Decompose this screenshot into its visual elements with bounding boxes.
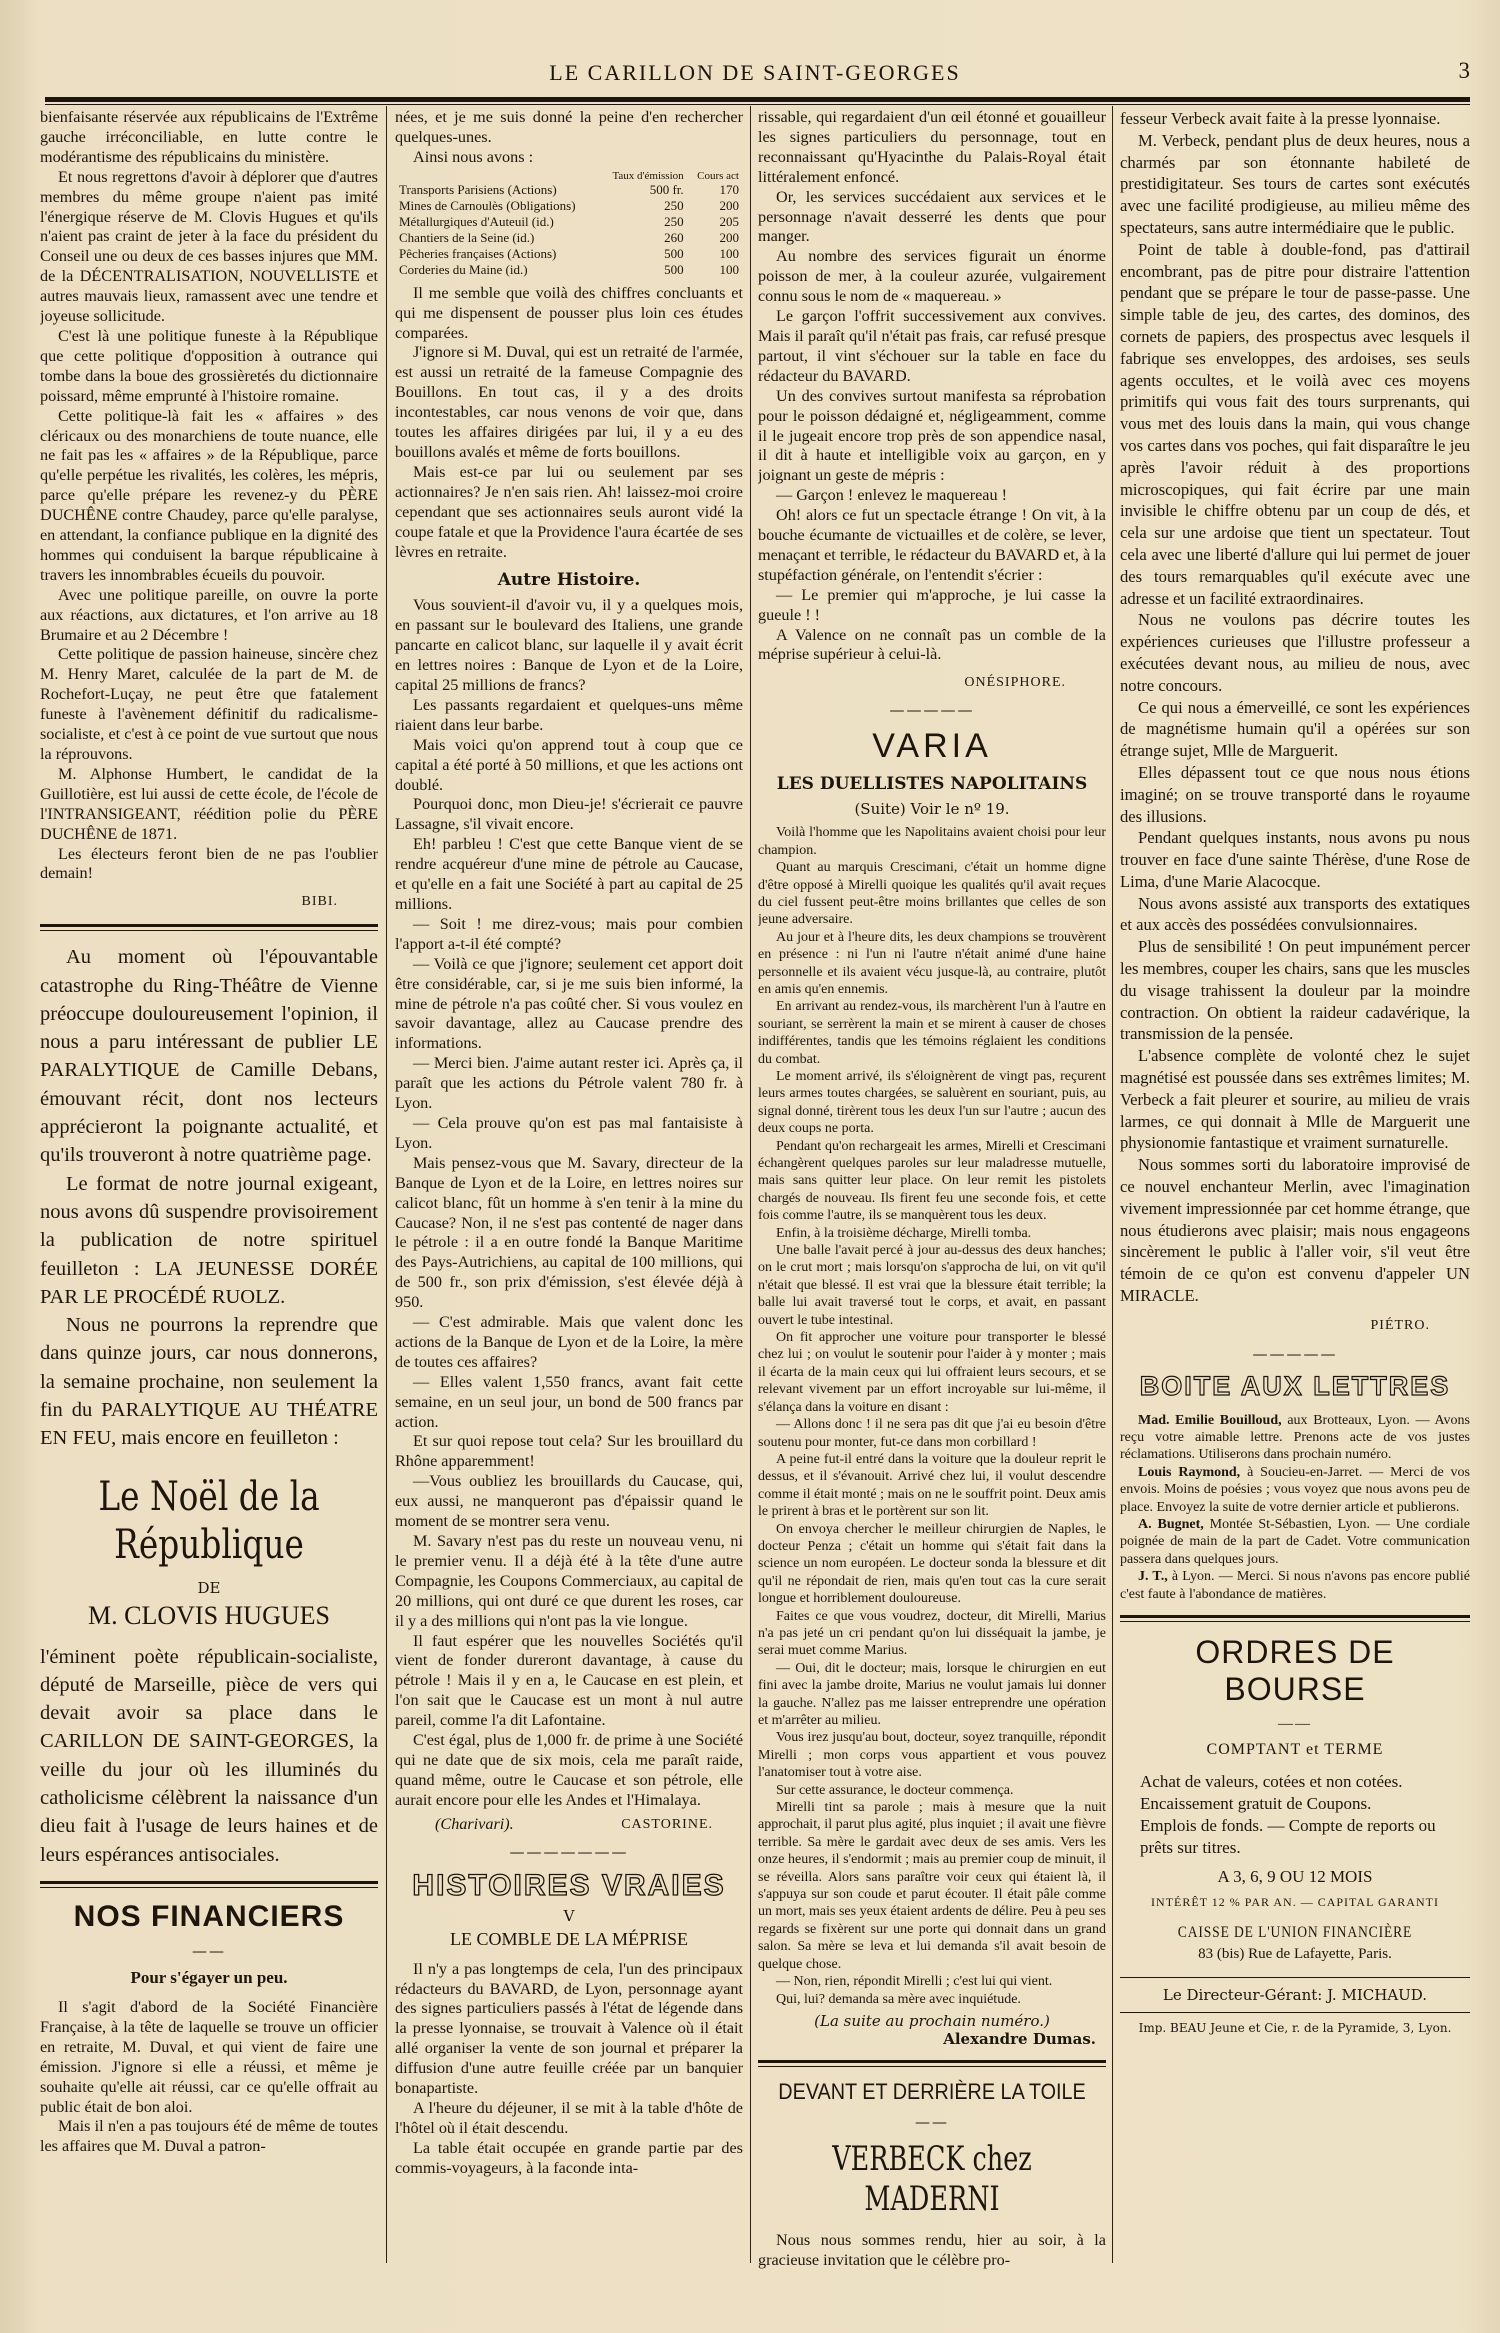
- paragraph: Vous souvient-il d'avoir vu, il y a quelques mois, en passant sur le boulevard des Italiens, une grande pancarte en calicot blanc, sur laquelle il y avait écrit en lettres noires : Banque de Lyon et de la Loire, capital 25 millions de francs?: [395, 596, 743, 695]
- paragraph: Les électeurs feront bien de ne pas l'oublier demain!: [40, 844, 378, 883]
- letters-list: [1120, 1412, 1470, 1603]
- issue-price: 500: [664, 261, 684, 277]
- paragraph: Mais il n'en a pas toujours été de même de toutes les affaires que M. Duval a patron-: [40, 2117, 378, 2156]
- paragraph: rissable, qui regardaient d'un œil étonné et gouailleur les signes particuliers du personnage, tout en reconnaissant qu'Hyacinthe du Palais-Royal était littéralement enfoncé.: [758, 108, 1106, 186]
- share-name: Métallurgiques d'Auteuil (id.): [399, 213, 554, 229]
- noel-title: Le Noël de la République: [98, 1473, 320, 1568]
- share-name: Chantiers de la Seine (id.): [399, 229, 535, 245]
- bourse-title: ORDRES DE BOURSE: [1195, 1634, 1395, 1708]
- current-price: 170: [719, 181, 739, 197]
- paragraph: En arrivant au rendez-vous, ils marchèrent l'un à l'autre en souriant, se serrèrent la main et se mirent à causer de choses indifférentes, tandis que les témoins réglaient les conditions du combat.: [758, 999, 1106, 1067]
- autre-histoire-article: [395, 596, 743, 1834]
- paragraph: Mais est-ce par lui ou seulement par ses actionnaires? Je n'en sais rien. Ah! laissez-moi croire cependant que ses actionnaires seuls auront vidé la coupe fatale et que la Providence l'aura écartée de ses lèvres en retraite.: [395, 462, 743, 561]
- paragraph: — Merci bien. J'aime autant rester ici. Après ça, il paraît que les actions du Pétrole valent 780 fr. à Lyon.: [395, 1054, 743, 1113]
- letter-text: à Soucieu-en-Jarret. — Merci de vos envois. Moins de poésies ; vous voyez que nous avons peu de place. Envoyez la suite de votre dernier article et publierons.: [1120, 1464, 1470, 1515]
- column-3: [758, 108, 1106, 2271]
- table-row: [395, 182, 743, 198]
- section-divider: [1120, 1615, 1470, 1622]
- issue-price: 500 fr.: [649, 181, 684, 197]
- ornament: —————: [1252, 1344, 1338, 1363]
- author: Alexandre Dumas.: [943, 2029, 1096, 2048]
- letter-item: [1120, 1464, 1470, 1516]
- current-price: 100: [719, 261, 739, 277]
- share-name: Mines de Carnoulès (Obligations): [399, 197, 576, 213]
- header-rule-thin: [45, 104, 1470, 105]
- paragraph: Un des convives surtout manifesta sa réprobation pour le poisson dédaigné et, négligeamment, comme il le jugeait encore trop près de son appendice nasal, il dit à haute et intelligible voix au garçon, en y joignant un geste de mépris :: [758, 386, 1106, 485]
- verbeck-continued: [1120, 108, 1470, 1337]
- paragraph: Pendant qu'on rechargeait les armes, Mirelli et Crescimani échangèrent quelques paroles sur leur maladresse mutuelle, mais sans quitter leur place. On leur remit les pistolets chargés de nouveau. Ils firent feu une seconde fois, et cette fois comme l'autre, ils se manquèrent tous les deux.: [758, 1138, 1106, 1224]
- column-separator: [1112, 106, 1113, 2263]
- section-divider: [40, 1881, 378, 1888]
- paragraph: Eh! parbleu ! C'est que cette Banque vient de se rendre acquéreur d'une mine de pétrole au Caucase, et qu'elle en a fait une Société à part au capital de 25 millions.: [395, 835, 743, 913]
- issue-price: 260: [664, 229, 684, 245]
- paragraph: — Elles valent 1,550 francs, avant fait cette semaine, en un seul jour, un bond de 500 francs par action.: [395, 1372, 743, 1431]
- section-divider: [758, 2060, 1106, 2067]
- paragraph: Cette politique de passion haineuse, sincère chez M. Henry Maret, calculée de la part de M. de Rochefort-Luçay, ne peut être que fatalement funeste à l'avènement définitif du radicalisme-socialiste, et c'est à ce point de vue surtout que nous la réprouvons.: [40, 645, 378, 763]
- letter-item: [1120, 1516, 1470, 1568]
- histoires-vraies-continued: [758, 108, 1106, 693]
- ornament: ——: [915, 2112, 949, 2131]
- noel-description: [40, 1643, 378, 1869]
- paragraph: Le moment arrivé, ils s'éloignèrent de vingt pas, reçurent leurs armes toutes chargées, se saluèrent en souriant, puis, au signal donné, tirèrent tous les deux l'un sur l'autre ; aucun des deux coups ne porta.: [758, 1068, 1106, 1137]
- share-name: Pêcheries françaises (Actions): [399, 245, 557, 261]
- column-header: Cours act: [697, 169, 739, 182]
- paragraph: Nous ne pourrons la reprendre que dans quinze jours, car nous donnerons, la semaine prochaine, non seulement la fin du PARALYTIQUE AU THÉATRE EN FEU, mais encore en feuilleton :: [40, 1314, 378, 1450]
- paragraph: Et nous regrettons d'avoir à déplorer que d'autres membres du même groupe n'aient pas imité l'énergique réserve de M. Clovis Hugues et qu'ils n'aient pas craint de jeter à la face du président du Conseil une ou deux de ces basses injures que MM. de la DÉCENTRALISATION, NOUVELLISTE et autres mauvais lieux, ramassent avec une tendre et joyeuse sollicitude.: [40, 167, 378, 326]
- paragraph: Nous sommes sorti du laboratoire improvisé de ce nouvel enchanteur Merlin, avec l'imagination vivement impressionnée par cet homme étrange, que nous étudierons avec plaisir; mais nous engageons sincèrement le public à l'aller voir, s'il veut être témoin de ce qu'on est convenu d'appeler UN MIRACLE.: [1120, 1155, 1470, 1306]
- signature: BIBI.: [301, 894, 338, 910]
- paragraph: — Soit ! me direz-vous; mais pour combien l'apport a-t-il été compté?: [395, 914, 743, 953]
- paragraph: Enfin, à la troisième décharge, Mirelli tomba.: [776, 1225, 1032, 1241]
- paragraph: Et sur quoi repose tout cela? Sur les brouillard du Rhône apparemment!: [395, 1432, 743, 1471]
- paragraph: Vous irez jusqu'au bout, docteur, soyez tranquille, répondit Mirelli ; mon corps vous appartient et vous pouvez l'anatomiser tout à votre aise.: [758, 1730, 1106, 1781]
- shares-table: [395, 170, 743, 278]
- noel-de: DE: [197, 1578, 221, 1597]
- varia-title: VARIA: [872, 727, 992, 766]
- paragraph: J'ignore si M. Duval, qui est un retraité de l'armée, est aussi un retraité de la fameuse Compagnie des Bouillons. En tout cas, il y a des droits incontestables, car nous venons de voir que, dans toutes les affaires dirigées par lui, il y a eu des bouillons avalés et même de forts bouillons.: [395, 343, 743, 461]
- share-name: Transports Parisiens (Actions): [399, 181, 557, 197]
- issue-price: 250: [664, 197, 684, 213]
- publisher-notice: [40, 943, 378, 1452]
- duellistes-title: LES DUELLISTES NAPOLITAINS: [776, 774, 1088, 795]
- paragraph: Or, les services succédaient aux services et le personnage n'avait desserré les dents que pour manger.: [758, 187, 1106, 246]
- letter-recipient: Mad. Emilie Bouilloud,: [1138, 1412, 1282, 1428]
- current-price: 205: [719, 213, 739, 229]
- current-price: 100: [719, 245, 739, 261]
- paragraph: — C'est admirable. Mais que valent donc les actions de la Banque de Lyon et de la Loire, la mère de toutes ces affaires?: [395, 1313, 743, 1371]
- bourse-line: Achat de valeurs, cotées et non cotées.: [1140, 1772, 1403, 1792]
- paragraph: M. Verbeck, pendant plus de deux heures, nous a charmés par son étonnante habileté de prestidigitateur. Ses tours de cartes sont exécutés avec une facilité prodigieuse, au milieu même des spectateurs, sans autre intermédiaire que le public.: [1120, 130, 1470, 237]
- caisse-address: 83 (bis) Rue de Lafayette, Paris.: [1198, 1946, 1392, 1963]
- paragraph: Nous nous sommes rendu, hier au soir, à la gracieuse invitation que le célèbre pro-: [758, 2230, 1106, 2269]
- paragraph: A l'heure du déjeuner, il se mit à la table d'hôte de l'hôtel où il était descendu.: [395, 2098, 743, 2137]
- issue-price: 250: [664, 213, 684, 229]
- story-number: V: [563, 1906, 575, 1925]
- paragraph: Plus de sensibilité ! On peut impunément percer les membres, couper les chairs, sans que les muscles du visage trahissent la douleur par la moindre contraction. On obtient la raideur cadavérique, la transmission de la pensée.: [1120, 937, 1470, 1044]
- paragraph: A Valence on ne connaît pas un comble de la méprise supérieur à celui-là.: [758, 625, 1106, 664]
- histoires-vraies-title: HISTOIRES VRAIES: [412, 1868, 726, 1902]
- paragraph: —Vous oubliez les brouillards du Caucase, qui, eux aussi, ne manqueront pas d'épaissir quand le moment de se montrer sera venu.: [395, 1472, 743, 1531]
- devant-title: DEVANT ET DERRIÈRE LA TOILE: [778, 2078, 1086, 2104]
- column-1: [40, 108, 378, 2157]
- paragraph: Au nombre des services figurait un énorme poisson de mer, à la couleur azurée, vulgairement connu sous le nom de « maquereau. »: [758, 247, 1106, 306]
- paragraph: C'est égal, plus de 1,000 fr. de prime à une Société qui ne date que de six mois, cela me paraît raide, quand même, outre le Caucase et son pétrole, elle aurait encore pour elle les Andes et l'Himalaya.: [395, 1731, 743, 1809]
- letter-text: aux Brotteaux, Lyon. — Avons reçu votre aimable lettre. Prenons acte de vos justes réclamations. Utiliserons dans prochain numéro.: [1120, 1412, 1470, 1463]
- signature: ONÉSIPHORE.: [964, 675, 1066, 691]
- paragraph: — Cela prouve qu'on est pas mal fantaisiste à Lyon.: [395, 1113, 743, 1152]
- paragraph: Mais voici qu'on apprend tout à coup que ce capital a été porté à 50 millions, et que les actions ont doublé.: [395, 735, 743, 794]
- letter-text: Montée St-Sébastien, Lyon. — Une cordiale poignée de main de la part de Cadet. Votre communication passera dans quelques jours.: [1120, 1517, 1470, 1567]
- table-row: [395, 246, 743, 262]
- paragraph: — Garçon ! enlevez le maquereau !: [776, 486, 1007, 505]
- ornament: ——: [192, 1941, 226, 1960]
- noel-author: M. CLOVIS HUGUES: [88, 1600, 330, 1630]
- paragraph: Ce qui nous a émerveillé, ce sont les expériences de magnétisme humain qu'il a opérées sur son étrange sujet, Mlle de Marguerit.: [1120, 697, 1470, 761]
- paragraph: Sur cette assurance, le docteur commença.: [776, 1782, 1014, 1798]
- share-name: Corderies du Maine (id.): [399, 261, 528, 277]
- column-header: Taux d'émission: [612, 169, 684, 182]
- header-rule: [45, 97, 1470, 102]
- paragraph: Au jour et à l'heure dits, les deux champions se trouvèrent en présence : ni l'un ni l'autre n'était animé d'une haine personnelle et ils avaient vécu jusque-là, au contraire, plutôt en amis qu'en ennemis.: [758, 929, 1106, 997]
- ornament: —————: [889, 701, 975, 720]
- page-number: 3: [1458, 58, 1470, 83]
- current-price: 200: [719, 229, 739, 245]
- paragraph: — Oui, dit le docteur; mais, lorsque le chirurgien en eut fini avec la jambe droite, Marius ne voulut jamais lui donner la gauche. N'allez pas me laisser entreprendre une opération et m'arrêter au milieu.: [758, 1660, 1106, 1728]
- imprint: Imp. BEAU Jeune et Cie, r. de la Pyramide, 3, Lyon.: [1138, 2021, 1452, 2036]
- article-credit: [395, 1811, 743, 1835]
- paragraph: On envoya chercher le meilleur chirurgien de Naples, le docteur Penza ; c'était un homme qui s'était fait dans la science un nom européen. Le docteur sonda la blessure et dit qu'il ne répondait de rien, mais qu'en tout cas la cure serait longue et horriblement douloureuse.: [758, 1521, 1106, 1607]
- paragraph: Il faut espérer que les nouvelles Sociétés qu'il vient de fonder dureront davantage, à cause du pétrole ! Mais il y en a, le Caucase en est plein, et l'on sait que le Caucase est un mont à nul autre pareil, comme l'a dit Lafontaine.: [395, 1631, 743, 1730]
- verbeck-title: VERBECK chez MADERNI: [832, 2138, 1032, 2219]
- column-separator: [750, 106, 751, 2263]
- paragraph: Il me semble que voilà des chiffres concluants et qui me dispensent de pousser plus loin ces études comparées.: [395, 283, 743, 342]
- ornament: ———————: [509, 1842, 629, 1861]
- bourse-line: Encaissement gratuit de Coupons.: [1140, 1794, 1372, 1814]
- paragraph: M. Alphonse Humbert, le candidat de la Guillotière, est lui aussi de cette école, de l'école de l'INTRANSIGEANT, réédition polie du PÈRE DUCHÊNE de 1871.: [40, 764, 378, 843]
- paragraph: Mais pensez-vous que M. Savary, directeur de la Banque de Lyon et de la Loire, en lettres noires sur calicot blanc, fût un homme à s'en tenir à la mine du Caucase? Non, il ne s'est pas contenté de nager dans le pétrole : il a en outre fondé la Banque Maritime des Pays-Autrichiens, au capital de 100 millions, qui de 500 fr., son prix d'émission, s'est élevée déjà à 950.: [395, 1153, 743, 1312]
- paragraph: On fit approcher une voiture pour transporter le blessé chez lui ; on voulut le soutenir pour l'aider à y monter ; mais il écarta de la main ceux qui lui offraient leurs secours, et se relevant vivement par un effort incroyable sur lui-même, il s'élança dans la voiture en disant :: [758, 1330, 1106, 1415]
- bourse-advertisement: [1120, 1634, 1470, 1963]
- director-line: Le Directeur-Gérant: J. MICHAUD.: [1120, 1977, 1470, 2013]
- financiers-continued: [395, 108, 743, 168]
- paragraph: Le format de notre journal exigeant, nous avons dû suspendre provisoirement la publication de notre spirituel feuilleton : LA JEUNESSE DORÉE PAR LE PROCÉDÉ RUOLZ.: [40, 1172, 378, 1308]
- paragraph: — Allons donc ! il ne sera pas dit que j'ai eu besoin d'être soutenu pour monter, fut-ce dans mon corbillard !: [758, 1417, 1106, 1450]
- paragraph: Qui, lui? demanda sa mère avec inquiétude.: [776, 1991, 1021, 2007]
- signature: PIÉTRO.: [1370, 1317, 1430, 1333]
- financiers-continued-2: [395, 284, 743, 563]
- paragraph: bienfaisante réservée aux républicains de l'Extrême gauche irréconciliable, en lutte contre le modérantisme des républicains du ministère.: [40, 108, 378, 166]
- paragraph: — Voilà ce que j'ignore; seulement cet apport doit être considérable, car, si je me suis bien informé, la mine de pétrole n'a pas coûté cher. Si vous voulez en savoir davantage, allez au Caucase prendre des informations.: [395, 954, 743, 1053]
- current-price: 200: [719, 197, 739, 213]
- paragraph: Une balle l'avait percé à jour au-dessus des deux hanches; on le crut mort ; mais lorsqu'on s'approcha de lui, on vit qu'il n'était que blessé. Il est vrai que la blessure était terrible; la balle lui avait traversé tout le corps, et avait, en passant ouvert le tube intestinal.: [758, 1243, 1106, 1328]
- bourse-terms: A 3, 6, 9 OU 12 MOIS: [1217, 1867, 1373, 1887]
- paragraph: Voilà l'homme que les Napolitains avaient choisi pour leur champion.: [758, 825, 1106, 858]
- editorial-article: [40, 108, 378, 912]
- letter-recipient: Louis Raymond,: [1138, 1464, 1241, 1480]
- verbeck-article: [758, 2231, 1106, 2271]
- paragraph: L'absence complète de volonté chez le sujet magnétisé est poussée dans ses extrêmes limites; M. Verbeck a fait pleurer et sourire, au milieu de vrais larmes, ce qui donnait à Mlle de Marguerit une physionomie fantastique et vraiment surnaturelle.: [1120, 1046, 1470, 1153]
- bourse-line: Emplois de fonds. — Compte de reports ou prêts sur titres.: [1140, 1816, 1436, 1858]
- paragraph: Oh! alors ce fut un spectacle étrange ! On vit, à la bouche écumante de victuailles et de colère, se lever, menaçant et terrible, le rédacteur du BAVARD et, à la stupéfaction générale, on l'entendit s'écrier :: [758, 506, 1106, 584]
- duellistes-article: [758, 824, 1106, 2008]
- paragraph: nées, et je me suis donné la peine d'en rechercher quelques-unes.: [395, 108, 743, 146]
- letter-recipient: A. Bugnet,: [1138, 1517, 1204, 1533]
- paragraph: l'éminent poète républicain-socialiste, député de Marseille, pièce de vers qui devait avoir sa place dans le CARILLON DE SAINT-GEORGES, la veille du jour où les illuminés du catholicisme célèbrent la naissance d'un dieu fait à l'usage de leurs haines et de leurs espérances antisociales.: [40, 1645, 378, 1866]
- duellistes-suite: (Suite) Voir le nº 19.: [854, 800, 1010, 819]
- paragraph: Quant au marquis Crescimani, c'était un homme digne d'être opposé à Mirelli quoique les qualités qu'il avait reçues du ciel fussent peut-être moins brillantes que celles de son jeune adversaire.: [758, 860, 1106, 928]
- paragraph: A peine fut-il entré dans la voiture que la douleur reprit le dessus, et il s'évanouit. Arrivé chez lui, il voulut descendre comme il était monté ; mais on ne le souffrit point. Deux amis le prirent à bras et le portèrent sur son lit.: [758, 1451, 1106, 1520]
- paragraph: Ainsi nous avons :: [413, 147, 534, 166]
- ornament: ——: [1278, 1716, 1312, 1733]
- financiers-subtitle: Pour s'égayer un peu.: [130, 1967, 288, 1987]
- table-row: [395, 230, 743, 246]
- paragraph: — Le premier qui m'approche, je lui casse la gueule ! !: [758, 585, 1106, 624]
- paragraph: Nous ne voulons pas décrire toutes les expériences curieuses que l'illustre professeur a exécutées devant nous, au milieu de nous, avec notre concours.: [1120, 610, 1470, 695]
- table-header-row: [395, 170, 743, 182]
- page-header: [40, 52, 1470, 92]
- letter-item: [1120, 1568, 1470, 1603]
- financiers-title: NOS FINANCIERS: [73, 1899, 345, 1933]
- to-be-continued: (La suite au prochain numéro.): [814, 2011, 1050, 2030]
- caisse-name: CAISSE DE L'UNION FINANCIÈRE: [1177, 1924, 1413, 1942]
- table-row: [395, 214, 743, 230]
- table-row: [395, 262, 743, 278]
- letter-text: à Lyon. — Merci. Si nous n'avons pas encore publié c'est faute à l'abondance de matières.: [1120, 1569, 1470, 1602]
- column-4: [1120, 108, 1470, 2035]
- paragraph: M. Savary n'est pas du reste un nouveau venu, ni le premier venu. Il a déjà été à la tête d'une autre Compagnie, les Coupons Commerciaux, au capital de 20 millions, qui ont duré ce que durent les roses, car il y a des millions qui n'ont pas la vie longue.: [395, 1532, 743, 1630]
- paragraph: Mirelli tint sa parole ; mais à mesure que la nuit approchait, il parut plus agité, plus inquiet ; il avait une fièvre terrible. Sa mère le gardait avec deux de ses amis. Vers les onze heures, il s'endormit ; mais au premier coup de minuit, il se réveilla. Alors sans paraître voir ceux qui étaient là, il s'appuya sur son coude et parut écouter. Il était pâle comme un mort, mais ses yeux étaient ardents de délire. Peu à peu ses regards se fixèrent sur une porte qui donnait dans un grand salon. Sa mère se leva et lui demanda s'il avait besoin de quelque chose.: [758, 1800, 1106, 1972]
- signature: CASTORINE.: [621, 1816, 713, 1832]
- letter-recipient: J. T.,: [1138, 1569, 1168, 1585]
- paragraph: Il s'agit d'abord de la Société Financière Française, à la tête de laquelle se trouve un officier en retraite, M. Duval, et qui vient de faire une émission. J'ignore si elle a réussi, et même je souhaite qu'elle ait réussi, car ce qu'elle offrait au public était de bon aloi.: [40, 1997, 378, 2116]
- paragraph: Pourquoi donc, mon Dieu-je! s'écrierait ce pauvre Lassagne, s'il vivait encore.: [395, 795, 743, 834]
- paragraph: Au moment où l'épouvantable catastrophe du Ring-Théâtre de Vienne préoccupe douloureusement l'opinion, il nous a paru intéressant de publier LE PARALYTIQUE de Camille Debans, émouvant récit, dont nos lecteurs apprécieront la poignante actualité, et qu'ils trouveront à notre quatrième page.: [40, 946, 378, 1167]
- paragraph: — Non, rien, répondit Mirelli ; c'est lui qui vient.: [776, 1974, 1053, 1990]
- paragraph: Cette politique-là fait les « affaires » des cléricaux ou des monarchiens de toute nuance, elle ne fait pas les « affaires » de la République, parce qu'elle perpétue les rivalités, les colères, les mépris, parce qu'elle prépare les revenez-y du PÈRE DUCHÊNE contre Chaudey, parce qu'elle paralyse, en attendant, la confiance publique en la dignité des hommes qui conduisent la barque républicaine à travers les innombrables écueils du pouvoir.: [40, 406, 378, 584]
- story-title: LE COMBLE DE LA MÉPRISE: [449, 1928, 688, 1949]
- paragraph: Les passants regardaient et quelques-uns même riaient dans leur barbe.: [395, 695, 743, 734]
- paragraph: Elles dépassent tout ce que nous nous étions imaginé; on se trouve transporté dans le royaume des illusions.: [1120, 762, 1470, 826]
- paragraph: Nous avons assisté aux transports des extatiques et aux accès des possédées convulsionnaires.: [1120, 893, 1470, 935]
- histoires-vraies-article: [395, 1960, 743, 2179]
- paragraph: Pendant quelques instants, nous avons pu nous trouver en face d'une sainte Thérèse, d'une Rose de Lima, d'une Marie Alacocque.: [1120, 828, 1470, 891]
- column-2: [395, 108, 743, 2179]
- boite-aux-lettres-title: BOITE AUX LETTRES: [1139, 1370, 1451, 1401]
- letter-item: [1120, 1412, 1470, 1464]
- bourse-subtitle: COMPTANT et TERME: [1206, 1741, 1384, 1759]
- autre-histoire-title: Autre Histoire.: [497, 570, 641, 591]
- paragraph: Le garçon l'offrit successivement aux convives. Mais il paraît qu'il n'était pas frais, car refusé presque partout, il vint s'échouer sur la table en face du rédacteur du BAVARD.: [758, 307, 1106, 385]
- table-row: [395, 198, 743, 214]
- section-divider: [40, 924, 378, 931]
- paragraph: Point de table à double-fond, pas d'attirail encombrant, pas de pitre pour distraire l'attention pendant que se prépare le tour de passe-passe. Une simple table de jeu, des cartes, des dominos, des cornets de papiers, des prospectus avec lesquels il fabrique ses enveloppes, des ardoises, ses seuls agents occultes, et le voilà avec ces moyens primitifs qui vous fait des tours surprenants, qui vous met des louis dans la main, qui vous change vos cartes dans vos poches, qui fait disparaître le jeu après l'avoir réduit à des proportions microscopiques, qui fait écrire par une main invisible le chiffre obtenu par un coup de dés, et cela sur une ardoise que tient un spectateur. Tout cela avec une liberté d'allure qui lui permet de jouer des tours remarquables qu'il exécute avec une adresse et un facilité extraordinaires.: [1120, 239, 1470, 608]
- source: (Charivari).: [435, 1814, 514, 1833]
- column-separator: [386, 106, 387, 2263]
- issue-price: 500: [664, 245, 684, 261]
- paragraph: C'est là une politique funeste à la République que cette politique d'opposition à outrance qui tombe dans la boue des grossièretés du dictionnaire poissard, même emprunté à l'histoire romaine.: [40, 326, 378, 405]
- paragraph: Il n'y a pas longtemps de cela, l'un des principaux rédacteurs du BAVARD, de Lyon, personnage ayant des signes particuliers passés à l'état de légende dans la presse lyonnaise, se trouvait à Valence où il était allé organiser la vente de son journal et préparer la diffusion d'une autre feuille créée par un banquier bonapartiste.: [395, 1959, 743, 2098]
- paragraph: fesseur Verbeck avait faite à la presse lyonnaise.: [1120, 109, 1441, 128]
- paragraph: La table était occupée en grande partie par des commis-voyageurs, à la faconde inta-: [395, 2138, 743, 2177]
- bourse-rate: INTÉRÊT 12 % PAR AN. — CAPITAL GARANTI: [1151, 1895, 1439, 1910]
- running-title: LE CARILLON DE SAINT-GEORGES: [549, 60, 961, 85]
- financiers-article: [40, 1998, 378, 2157]
- paragraph: Avec une politique pareille, on ouvre la porte aux réactions, aux dictatures, et l'on arrive au 18 Brumaire et au 2 Décembre !: [40, 585, 378, 644]
- paragraph: Faites ce que vous voudrez, docteur, dit Mirelli, Marius n'a pas jeté un cri pendant qu'on lui disséquait la jambe, je serai muet comme Marius.: [758, 1608, 1106, 1659]
